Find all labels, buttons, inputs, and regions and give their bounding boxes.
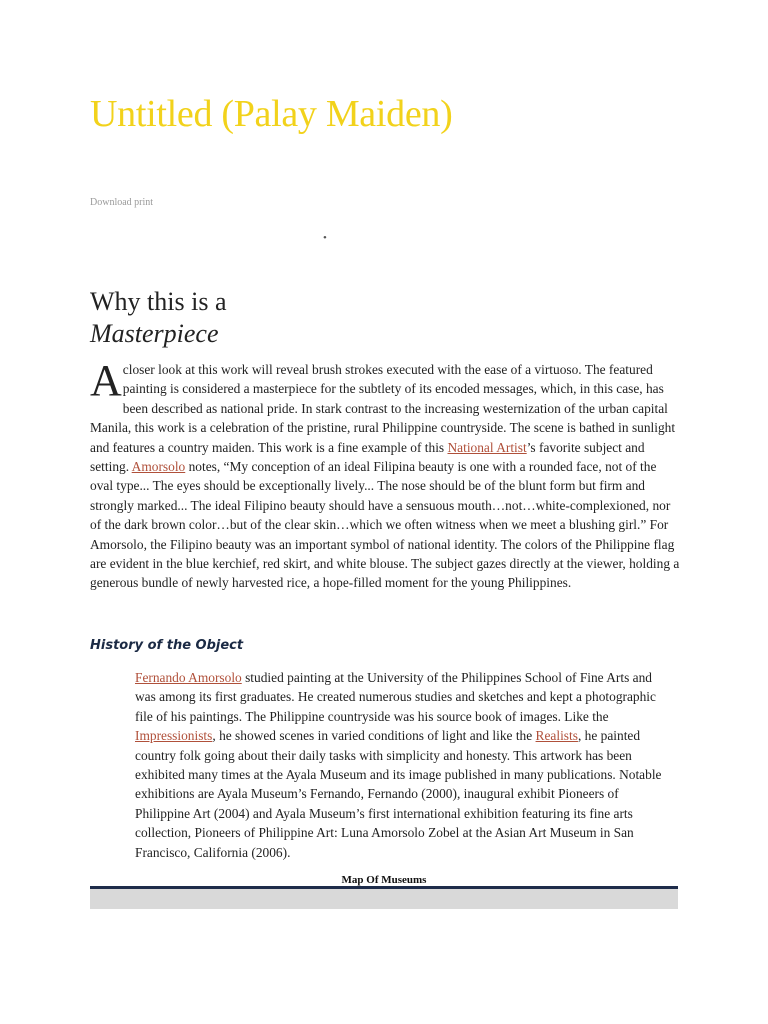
masterpiece-paragraph <box>90 356 682 593</box>
paragraph-text: studied painting at the University of the Philippines School of Fine Arts and was among its first graduates. He created numerous studies and sketches and kept a photographic file of his paintings. The Philippine countryside was his source book of images. Like the <box>135 670 656 724</box>
masterpiece-heading-line1: Why this is a <box>90 287 227 316</box>
map-of-museums-label: Map Of Museums <box>341 874 427 886</box>
masterpiece-heading <box>90 286 227 350</box>
national-artist-link[interactable]: National Artist <box>447 439 527 455</box>
fernando-amorsolo-link[interactable]: Fernando Amorsolo <box>135 670 242 685</box>
history-paragraph <box>135 668 675 862</box>
amorsolo-link[interactable]: Amorsolo <box>131 459 186 475</box>
paragraph-text: closer look at this work will reveal brush strokes executed with the ease of a virtuoso. The featured painting is considered a masterpiece for the subtlety of its encoded messages, which, in this case, has been described as national pride. In stark contrast to the increasing westernization of the urban capital Manila, this work is a celebration of the pristine, rural Philippine countryside. The scene is bathed in sunlight and features a country maiden. This work is a fine example of this <box>90 362 676 455</box>
impressionists-link[interactable]: Impressionists <box>135 728 213 744</box>
paragraph-text: ’s favorite subject and setting. <box>90 439 645 475</box>
masterpiece-heading-line2: Masterpiece <box>90 319 219 348</box>
map-of-museums-bar <box>90 886 678 909</box>
history-heading: History of the Object <box>90 638 244 653</box>
paragraph-text: notes, “My conception of an ideal Filipina beauty is one with a rounded face, not of the oval type... The eyes should be exceptionally lively... The nose should be of the blunt form but firm and strongly marked... The ideal Filipino beauty should have a sensuous mouth…not…white-complexioned, nor of the dark brown color…but of the clear skin…which we often witness when we meet a blushing girl.” For Amorsolo, the Filipino beauty was an important symbol of national identity. The colors of the Philippine flag are evident in the blue kerchief, red skirt, and white blouse. The subject gazes directly at the viewer, holding a generous bundle of newly harvested rice, a hope-filled moment for the young Philippines. <box>90 459 680 591</box>
list-bullet: • <box>323 232 327 244</box>
realists-link[interactable]: Realists <box>535 728 578 744</box>
drop-cap: A <box>90 356 122 405</box>
paragraph-text: , he painted country folk going about their daily tasks with simplicity and honesty. This artwork has been exhibited many times at the Ayala Museum and its image published in many publications. Notable exhibitions are Ayala Museum’s Fernando, Fernando (2000), inaugural exhibit Pioneers of Philippine Art (2004) and Ayala Museum’s first international exhibition featuring its fine arts collection, Pioneers of Philippine Art: Luna Amorsolo Zobel at the Asian Art Museum in San Francisco, California (2006). <box>135 728 662 860</box>
download-print-link[interactable]: Download print <box>90 197 154 208</box>
paragraph-text: , he showed scenes in varied conditions of light and like the <box>212 728 536 744</box>
page-title: Untitled (Palay Maiden) <box>90 93 453 135</box>
